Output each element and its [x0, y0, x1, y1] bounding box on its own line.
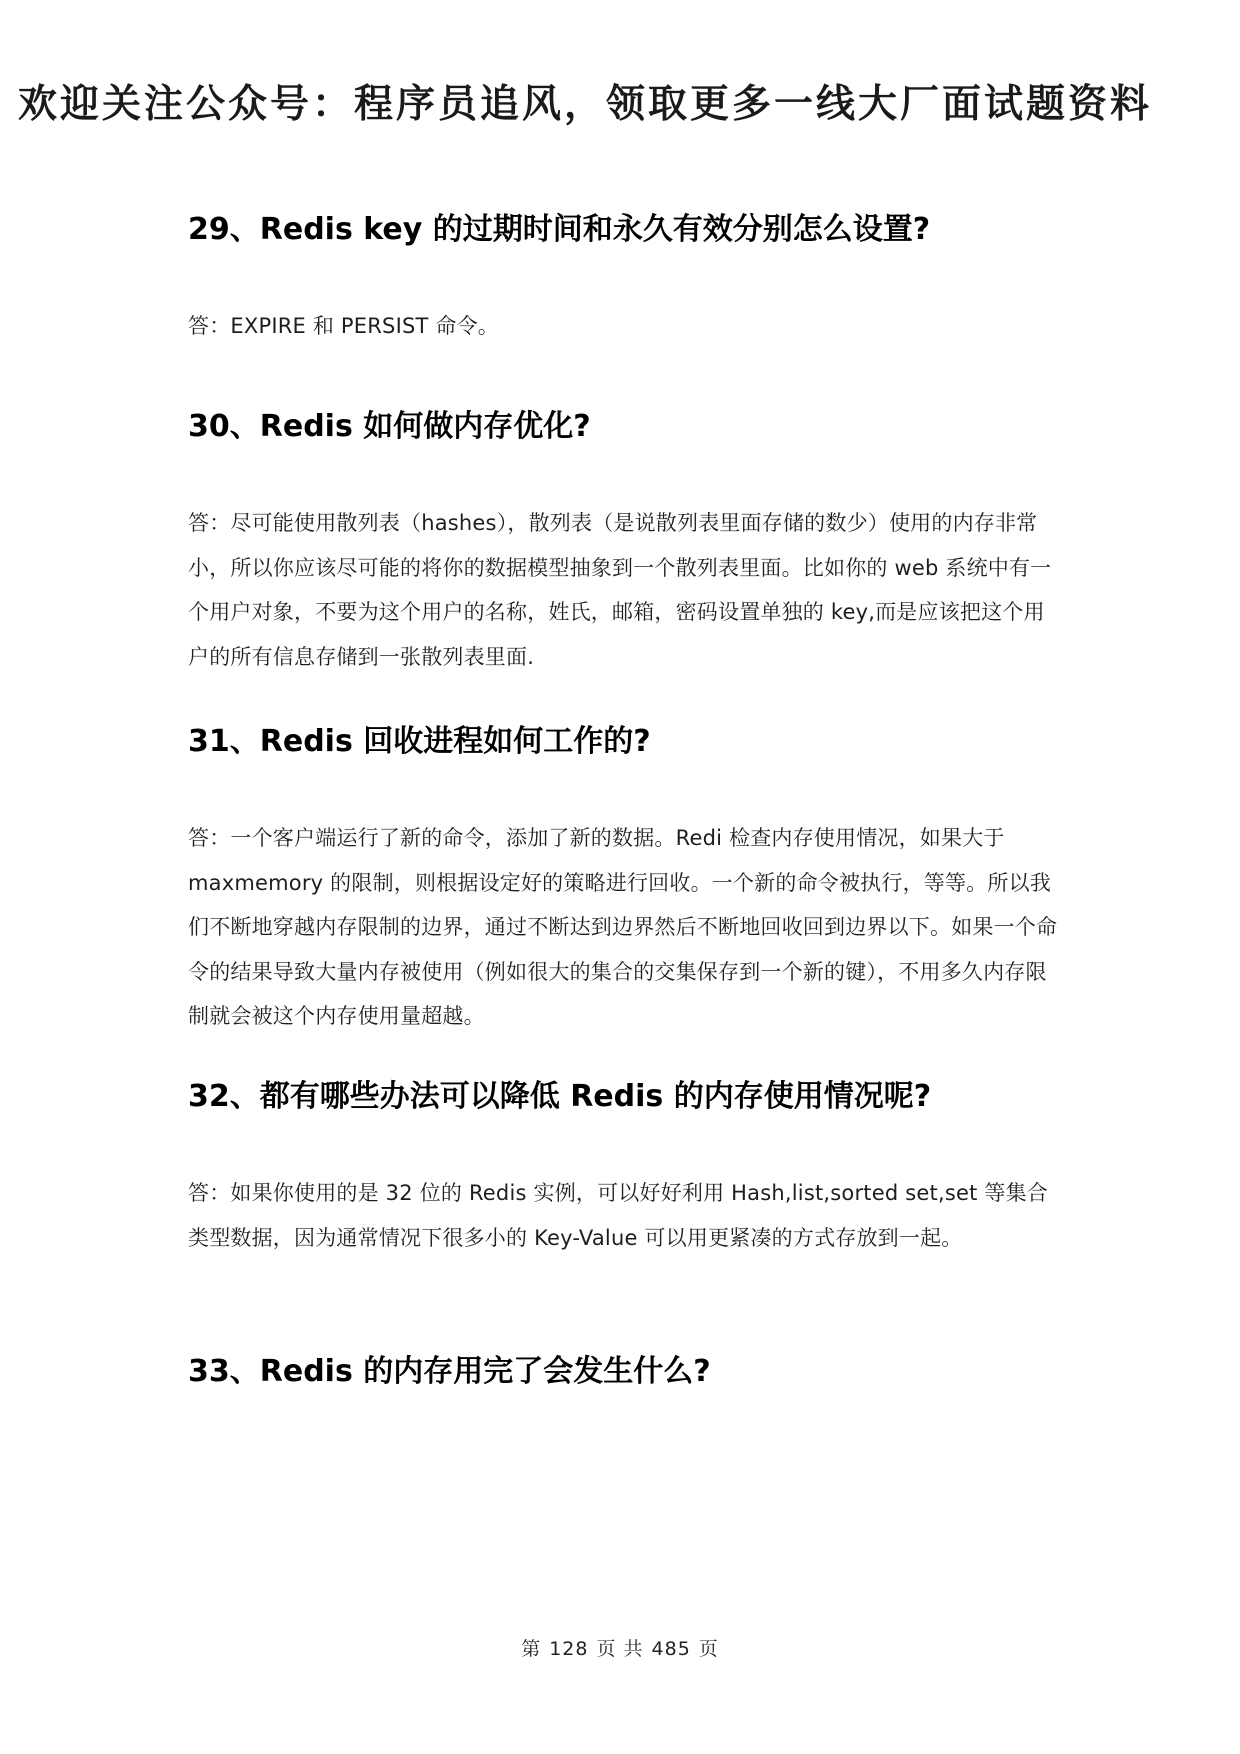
- question-heading: 31、Redis 回收进程如何工作的?: [188, 724, 651, 759]
- qa-section-29: [188, 208, 1058, 349]
- question-heading: 32、都有哪些办法可以降低 Redis 的内存使用情况呢?: [188, 1079, 932, 1114]
- qa-section-32: [188, 1075, 1058, 1260]
- answer-paragraph: 答：EXPIRE 和 PERSIST 命令。: [188, 314, 500, 338]
- page-label-suffix: 页: [698, 1638, 719, 1660]
- question-heading: 29、Redis key 的过期时间和永久有效分别怎么设置?: [188, 212, 931, 247]
- page-number-footer: [0, 1634, 1240, 1661]
- qa-section-30: [188, 405, 1058, 679]
- answer-paragraph: 答：如果你使用的是 32 位的 Redis 实例，可以好好利用 Hash,list,sorted set,set 等集合类型数据，因为通常情况下很多小的 Key-Value 可以用更紧凑的方式存放到一起。: [188, 1181, 1048, 1250]
- answer-paragraph: 答：一个客户端运行了新的命令，添加了新的数据。Redi 检查内存使用情况，如果大于 maxmemory 的限制，则根据设定好的策略进行回收。一个新的命令被执行，等等。所以我们不断地穿越内存限制的边界，通过不断达到边界然后不断地回收回到边界以下。如果一个命令的结果导致大量内存被使用（例如很大的集合的交集保存到一个新的键），不用多久内存限制就会被这个内存使用量超越。: [188, 826, 1058, 1028]
- question-heading: 30、Redis 如何做内存优化?: [188, 409, 591, 444]
- page-label-mid: 页 共: [596, 1638, 644, 1660]
- page-current: 128: [549, 1638, 589, 1660]
- page-total: 485: [651, 1638, 691, 1660]
- answer-paragraph: 答：尽可能使用散列表（hashes），散列表（是说散列表里面存储的数少）使用的内存非常小，所以你应该尽可能的将你的数据模型抽象到一个散列表里面。比如你的 web 系统中有一个用户对象，不要为这个用户的名称，姓氏，邮箱，密码设置单独的 key,而是应该把这个用户的所有信息存储到一张散列表里面.: [188, 511, 1052, 669]
- qa-section-33: [188, 1350, 1058, 1394]
- question-heading: 33、Redis 的内存用完了会发生什么?: [188, 1354, 711, 1389]
- page-label-prefix: 第: [521, 1638, 542, 1660]
- qa-section-31: [188, 720, 1058, 1039]
- watermark-banner: 欢迎关注公众号：程序员追风，领取更多一线大厂面试题资料: [18, 81, 1153, 127]
